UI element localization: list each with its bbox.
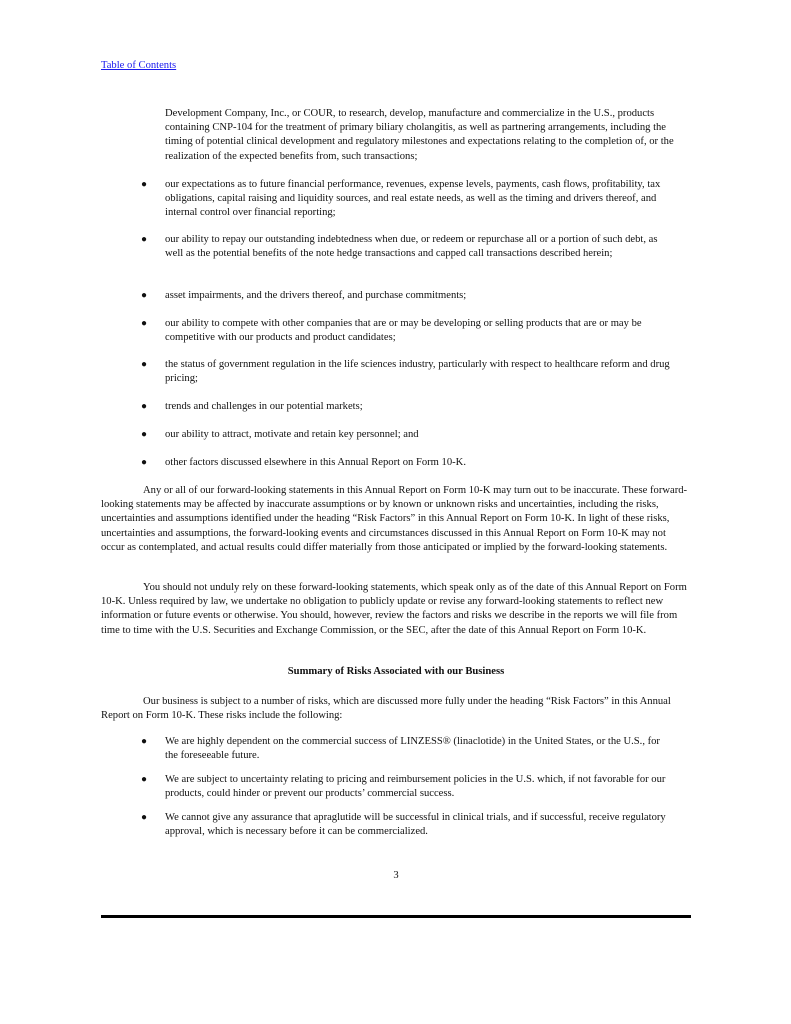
- bullet-icon: ●: [141, 401, 148, 412]
- body-paragraph: Our business is subject to a number of risks, which are discussed more fully under the heading “Risk Factors” in this Annual Report on Form 10-K. These risks include the following:: [101, 696, 671, 722]
- list-item-text: our ability to compete with other companies that are or may be developing or selling products that are or may be competitive with our products and product candidates;: [165, 318, 642, 344]
- bullet-icon: ●: [141, 457, 148, 468]
- list-item-text: trends and challenges in our potential markets;: [165, 401, 363, 412]
- list-item-text: We are highly dependent on the commercial success of LINZESS® (linaclotide) in the United States, or the U.S., for the foreseeable future.: [165, 736, 660, 762]
- page-divider: [101, 915, 691, 918]
- list-item-text: our expectations as to future financial performance, revenues, expense levels, payments, cash flows, profitability, tax obligations, capital raising and liquidity sources, and real estate needs, as well as the timing and drivers thereof, and internal control over financial reporting;: [165, 179, 661, 219]
- body-paragraph: You should not unduly rely on these forward-looking statements, which speak only as of the date of this Annual Report on Form 10-K. Unless required by law, we undertake no obligation to publicly update or revise any forward-looking statements to reflect new information or future events or otherwise. You should, however, review the factors and risks we describe in the reports we will file from time to time with the U.S. Securities and Exchange Commission, or the SEC, after the date of this Annual Report on Form 10-K.: [101, 582, 687, 636]
- bullet-icon: ●: [141, 812, 148, 823]
- bullet-icon: ●: [141, 318, 148, 329]
- bullet-icon: ●: [141, 774, 148, 785]
- body-paragraph: Any or all of our forward-looking statements in this Annual Report on Form 10-K may turn out to be inaccurate. These forward-looking statements may be affected by inaccurate assumptions or by known or unknown risks and uncertainties, including the risks, uncertainties and assumptions identified under the heading “Risk Factors” in this Annual Report on Form 10-K. In light of these risks, uncertainties and assumptions, the forward-looking events and circumstances discussed in this Annual Report on Form 10-K may not occur as contemplated, and actual results could differ materially from those anticipated or implied by the forward-looking statements.: [101, 485, 688, 553]
- list-item-text: our ability to repay our outstanding indebtedness when due, or redeem or repurchase all or a portion of such debt, as well as the potential benefits of the note hedge transactions and capped call transactions described herein;: [165, 234, 658, 260]
- list-item-text: We are subject to uncertainty relating to pricing and reimbursement policies in the U.S. which, if not favorable for our products, could hinder or prevent our products’ commercial success.: [165, 774, 666, 800]
- continuation-paragraph: Development Company, Inc., or COUR, to research, develop, manufacture and commercialize in the U.S., products containing CNP-104 for the treatment of primary biliary cholangitis, as well as partnering arrangements, including the timing of potential clinical development and regulatory milestones and expectations relating to the completion of, or the realization of the expected benefits from, such transactions;: [165, 108, 674, 162]
- bullet-icon: ●: [141, 234, 148, 245]
- table-of-contents-link[interactable]: Table of Contents: [101, 60, 177, 71]
- list-item-text: other factors discussed elsewhere in this Annual Report on Form 10-K.: [165, 457, 466, 468]
- section-heading: Summary of Risks Associated with our Business: [287, 666, 505, 677]
- bullet-icon: ●: [141, 290, 148, 301]
- list-item-text: asset impairments, and the drivers thereof, and purchase commitments;: [165, 290, 467, 301]
- bullet-icon: ●: [141, 736, 148, 747]
- list-item-text: our ability to attract, motivate and retain key personnel; and: [165, 429, 419, 440]
- bullet-icon: ●: [141, 179, 148, 190]
- page-number: 3: [393, 870, 399, 881]
- list-item-text: We cannot give any assurance that apraglutide will be successful in clinical trials, and if successful, receive regulatory approval, which is necessary before it can be commercialized.: [165, 812, 666, 838]
- bullet-icon: ●: [141, 429, 148, 440]
- bullet-icon: ●: [141, 359, 148, 370]
- list-item-text: the status of government regulation in the life sciences industry, particularly with respect to healthcare reform and drug pricing;: [165, 359, 670, 385]
